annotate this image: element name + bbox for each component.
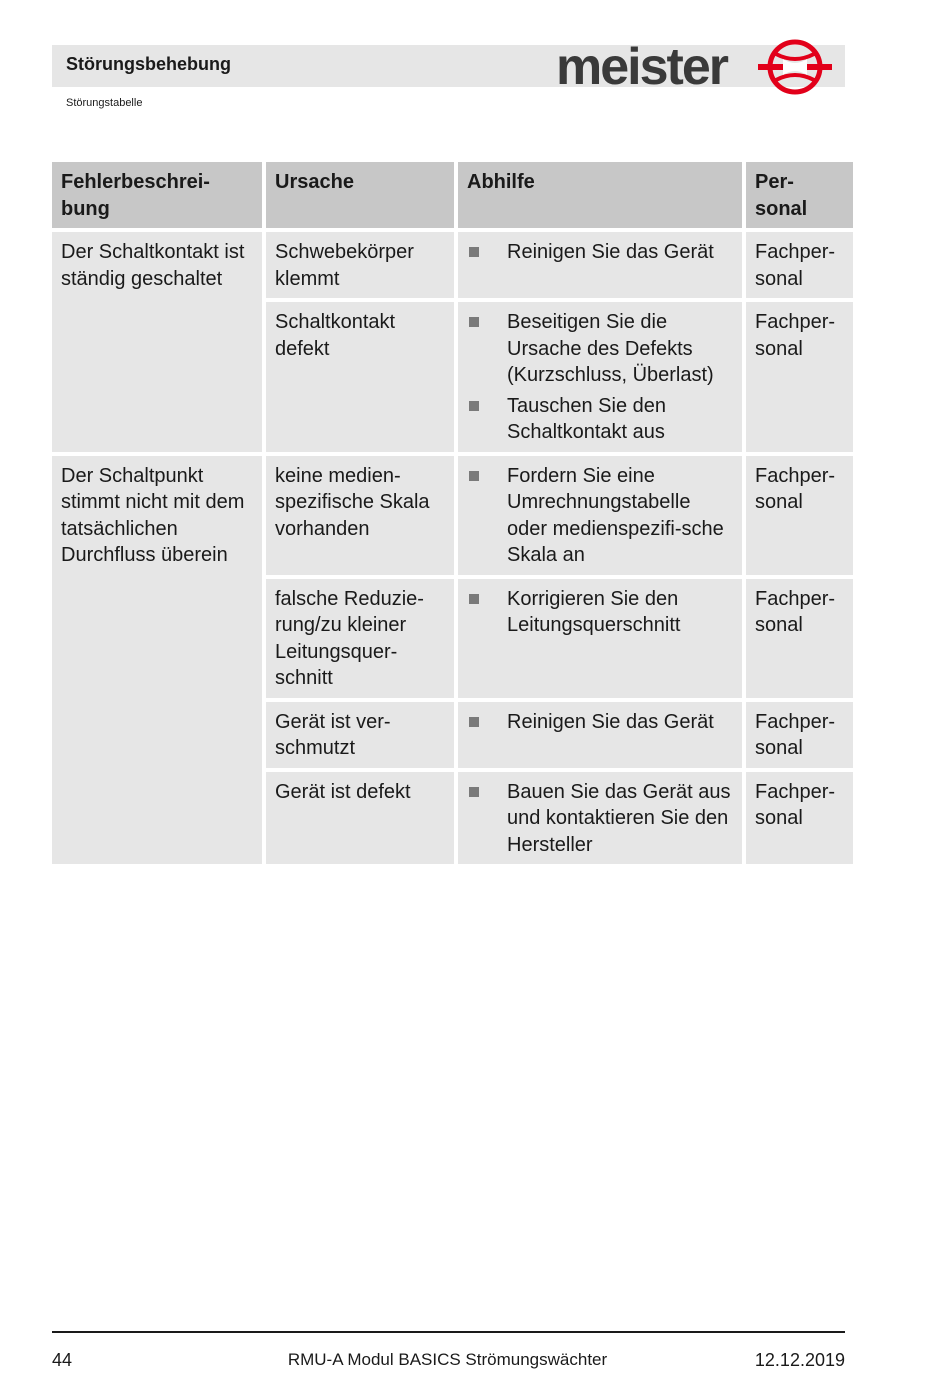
page-subtitle: Störungstabelle (66, 97, 143, 109)
abhilfe-text: Korrigieren Sie den Leitungsquerschnitt (507, 587, 681, 636)
meister-logo (556, 37, 836, 97)
document-title: RMU-A Modul BASICS Strömungswächter (287, 1350, 608, 1369)
bullet-square-icon (467, 393, 507, 446)
personal-cell: Fachper-sonal (746, 302, 853, 452)
list-item (467, 709, 735, 736)
footer-divider (52, 1331, 845, 1333)
abhilfe-text: Fordern Sie eine Umrechnungstabelle oder medienspezifi-sche Skala an (507, 464, 724, 566)
abhilfe-cell (458, 772, 742, 865)
abhilfe-cell (458, 702, 742, 768)
page-number: 44 (52, 1350, 73, 1370)
abhilfe-text: Beseitigen Sie die Ursache des Defekts (Kurzschluss, Überlast) (507, 311, 714, 386)
abhilfe-cell (458, 232, 742, 298)
ursache-cell: Schwebekörper klemmt (266, 232, 454, 298)
ursache-cell: Gerät ist ver-schmutzt (266, 702, 454, 768)
abhilfe-cell (458, 579, 742, 698)
list-item (467, 586, 735, 639)
abhilfe-cell (458, 302, 742, 452)
list-item (467, 393, 735, 446)
list-item (467, 463, 735, 569)
fehler-cell: Der Schaltkontakt ist ständig geschaltet (52, 232, 262, 452)
personal-cell: Fachper-sonal (746, 579, 853, 698)
list-item (467, 779, 735, 859)
ursache-cell: Gerät ist defekt (266, 772, 454, 865)
column-header: Fehlerbeschrei-bung (52, 162, 262, 228)
logo-wordmark: meister (556, 38, 727, 96)
page-section-title: Störungsbehebung (66, 54, 231, 74)
abhilfe-text: Reinigen Sie das Gerät (507, 241, 714, 263)
fehler-cell: Der Schaltpunkt stimmt nicht mit dem tatsächlichen Durchfluss überein (52, 456, 262, 865)
ursache-cell: keine medien-spezifische Skala vorhanden (266, 456, 454, 575)
bullet-square-icon (467, 309, 507, 389)
bullet-square-icon (467, 779, 507, 859)
list-item (467, 239, 735, 266)
logo-flow-icon (756, 39, 834, 95)
bullet-square-icon (467, 463, 507, 569)
abhilfe-cell (458, 456, 742, 575)
document-date: 12.12.2019 (754, 1350, 845, 1370)
bullet-square-icon (467, 239, 507, 266)
personal-cell: Fachper-sonal (746, 772, 853, 865)
list-item (467, 309, 735, 389)
personal-cell: Fachper-sonal (746, 702, 853, 768)
ursache-cell: falsche Reduzie-rung/zu kleiner Leitungsquer-schnitt (266, 579, 454, 698)
fault-table (52, 162, 845, 864)
column-header: Abhilfe (458, 162, 742, 228)
column-header: Ursache (266, 162, 454, 228)
bullet-square-icon (467, 586, 507, 639)
bullet-square-icon (467, 709, 507, 736)
personal-cell: Fachper-sonal (746, 232, 853, 298)
abhilfe-text: Reinigen Sie das Gerät (507, 710, 714, 733)
abhilfe-text: Tauschen Sie den Schaltkontakt aus (507, 394, 667, 443)
ursache-cell: Schaltkontakt defekt (266, 302, 454, 452)
column-header: Per-sonal (746, 162, 853, 228)
abhilfe-text: Bauen Sie das Gerät aus und kontaktieren Sie den Hersteller (507, 780, 731, 856)
personal-cell: Fachper-sonal (746, 456, 853, 575)
